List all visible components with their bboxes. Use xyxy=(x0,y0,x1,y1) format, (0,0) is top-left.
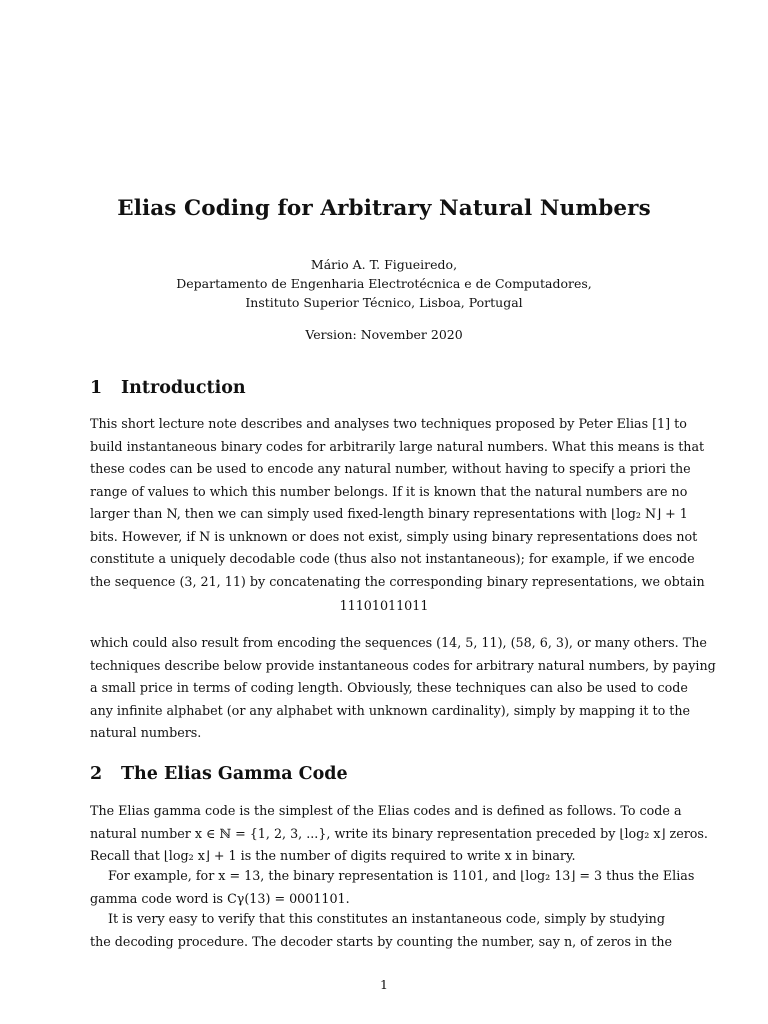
gamma-line: The Elias gamma code is the simplest of the Elias codes and is defined as follows. To code a xyxy=(90,803,682,818)
intro-line: natural numbers. xyxy=(90,725,202,740)
section-heading-introduction xyxy=(90,378,246,398)
intro-line: any infinite alphabet (or any alphabet with unknown cardinality), simply by mapping it to the xyxy=(90,702,691,718)
version-line: Version: November 2020 xyxy=(305,327,463,342)
gamma-line: It is very easy to verify that this constitutes an instantaneous code, simply by studying xyxy=(108,911,665,926)
paper-title: Elias Coding for Arbitrary Natural Numbers xyxy=(117,196,651,221)
gamma-line: the decoding procedure. The decoder starts by counting the number, say n, of zeros in the xyxy=(90,933,673,949)
intro-line: larger than N, then we can simply used fixed-length binary representations with ⌊log₂ N⌋ + 1 xyxy=(90,506,688,521)
intro-line: a small price in terms of coding length. Obviously, these techniques can also be used to code xyxy=(90,680,688,695)
intro-line: This short lecture note describes and analyses two techniques proposed by Peter Elias [1] to xyxy=(90,416,687,431)
section-number: 1 xyxy=(90,378,103,398)
intro-line: constitute a uniquely decodable code (thus also not instantaneous); for example, if we encode xyxy=(90,551,695,566)
gamma-paragraph-3 xyxy=(90,908,673,953)
intro-line: techniques describe below provide instantaneous codes for arbitrary natural numbers, by paying xyxy=(90,657,716,673)
gamma-paragraph-2 xyxy=(90,865,695,910)
section-number: 2 xyxy=(90,764,103,784)
author-institution: Instituto Superior Técnico, Lisboa, Portugal xyxy=(245,295,523,310)
author-block xyxy=(0,255,768,312)
intro-line: these codes can be used to encode any natural number, without having to specify a priori the xyxy=(90,461,691,476)
intro-line: the sequence (3, 21, 11) by concatenating the corresponding binary representations, we obtain xyxy=(90,573,705,589)
intro-line: bits. However, if N is unknown or does not exist, simply using binary representations does not xyxy=(90,528,698,544)
author-department: Departamento de Engenharia Electrotécnica e de Computadores, xyxy=(176,276,592,291)
intro-line: which could also result from encoding the sequences (14, 5, 11), (58, 6, 3), or many others. The xyxy=(90,635,707,650)
section-heading-gamma xyxy=(90,764,348,784)
gamma-line: Recall that ⌊log₂ x⌋ + 1 is the number of digits required to write x in binary. xyxy=(90,848,576,863)
intro-paragraph xyxy=(90,413,705,593)
intro-line: build instantaneous binary codes for arbitrarily large natural numbers. What this means is that xyxy=(90,438,705,454)
page-number: 1 xyxy=(380,977,388,992)
gamma-line: natural number x ∈ ℕ = {1, 2, 3, ...}, write its binary representation preceded by ⌊log₂ x⌋ zeros. xyxy=(90,825,708,841)
gamma-line: gamma code word is Cγ(13) = 0001101. xyxy=(90,890,350,906)
section-title: Introduction xyxy=(121,378,246,398)
intro-line: range of values to which this number belongs. If it is known that the natural numbers are no xyxy=(90,483,688,499)
intro-continuation-paragraph xyxy=(90,632,716,745)
gamma-paragraph-1 xyxy=(90,800,708,868)
author-name: Mário A. T. Figueiredo, xyxy=(310,257,458,272)
gamma-line: For example, for x = 13, the binary representation is 1101, and ⌊log₂ 13⌋ = 3 thus the Elias xyxy=(108,868,695,883)
section-title: The Elias Gamma Code xyxy=(121,764,348,784)
binary-display-equation: 11101011011 xyxy=(339,598,429,613)
